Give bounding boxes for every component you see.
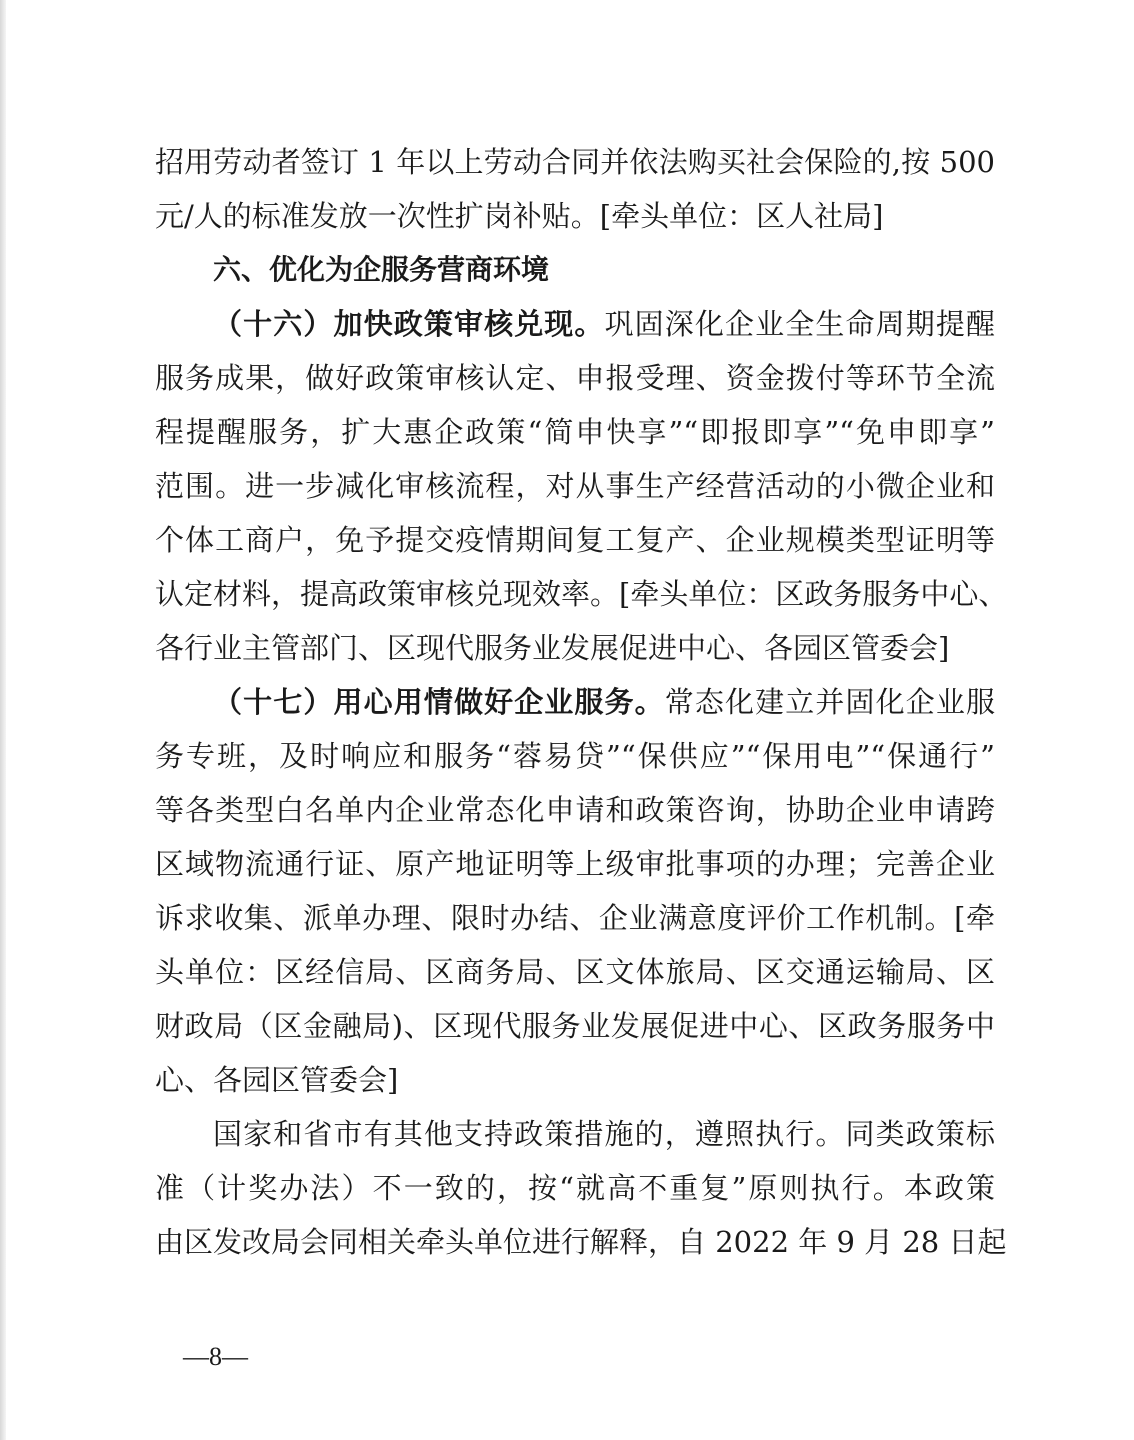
text-line: 服务成果，做好政策审核认定、申报受理、资金拨付等环节全流	[155, 361, 995, 395]
text-line: 财政局（区金融局)、区现代服务业发展促进中心、区政务服务中	[155, 1009, 995, 1043]
text-line: 等各类型白名单内企业常态化申请和政策咨询，协助企业申请跨	[155, 793, 995, 827]
section-heading: 六、优化为企服务营商环境	[213, 253, 550, 286]
text-line: 诉求收集、派单办理、限时办结、企业满意度评价工作机制。[牵	[155, 901, 995, 935]
text-line: 由区发改局会同相关牵头单位进行解释，自 2022 年 9 月 28 日起	[155, 1225, 1007, 1259]
paragraph-16-first-line	[155, 297, 995, 351]
item-16-text: 巩固深化企业全生命周期提醒	[604, 307, 995, 341]
text-line: 范围。进一步减化审核流程，对从事生产经营活动的小微企业和	[155, 469, 995, 503]
page-number: —8—	[183, 1342, 248, 1371]
paragraph-17-first-line	[155, 675, 995, 729]
item-17-text: 常态化建立并固化企业服	[664, 685, 995, 719]
text-line: 个体工商户，免予提交疫情期间复工复产、企业规模类型证明等	[155, 523, 995, 557]
item-16-title: （十六）加快政策审核兑现。	[213, 307, 605, 341]
text-line: 区域物流通行证、原产地证明等上级审批事项的办理；完善企业	[155, 847, 995, 881]
text-line: 招用劳动者签订 1 年以上劳动合同并依法购买社会保险的,按 500	[155, 145, 995, 179]
page-edge-shadow	[0, 0, 6, 1440]
text-line: 国家和省市有其他支持政策措施的，遵照执行。同类政策标	[213, 1117, 995, 1151]
text-line: 准（计奖办法）不一致的，按“就高不重复”原则执行。本政策	[155, 1171, 995, 1205]
text-line: 各行业主管部门、区现代服务业发展促进中心、各园区管委会]	[155, 631, 950, 665]
document-body	[155, 135, 1008, 1269]
text-line: 元/人的标准发放一次性扩岗补贴。[牵头单位：区人社局]	[155, 199, 884, 233]
text-line: 务专班，及时响应和服务“蓉易贷”“保供应”“保用电”“保通行”	[155, 739, 995, 773]
text-line: 认定材料，提高政策审核兑现效率。[牵头单位：区政务服务中心、	[155, 577, 1008, 611]
text-line: 头单位：区经信局、区商务局、区文体旅局、区交通运输局、区	[155, 955, 995, 989]
item-17-title: （十七）用心用情做好企业服务。	[213, 685, 665, 719]
text-line: 心、各园区管委会]	[155, 1063, 399, 1097]
text-line: 程提醒服务，扩大惠企政策“简申快享”“即报即享”“免申即享”	[155, 415, 995, 449]
